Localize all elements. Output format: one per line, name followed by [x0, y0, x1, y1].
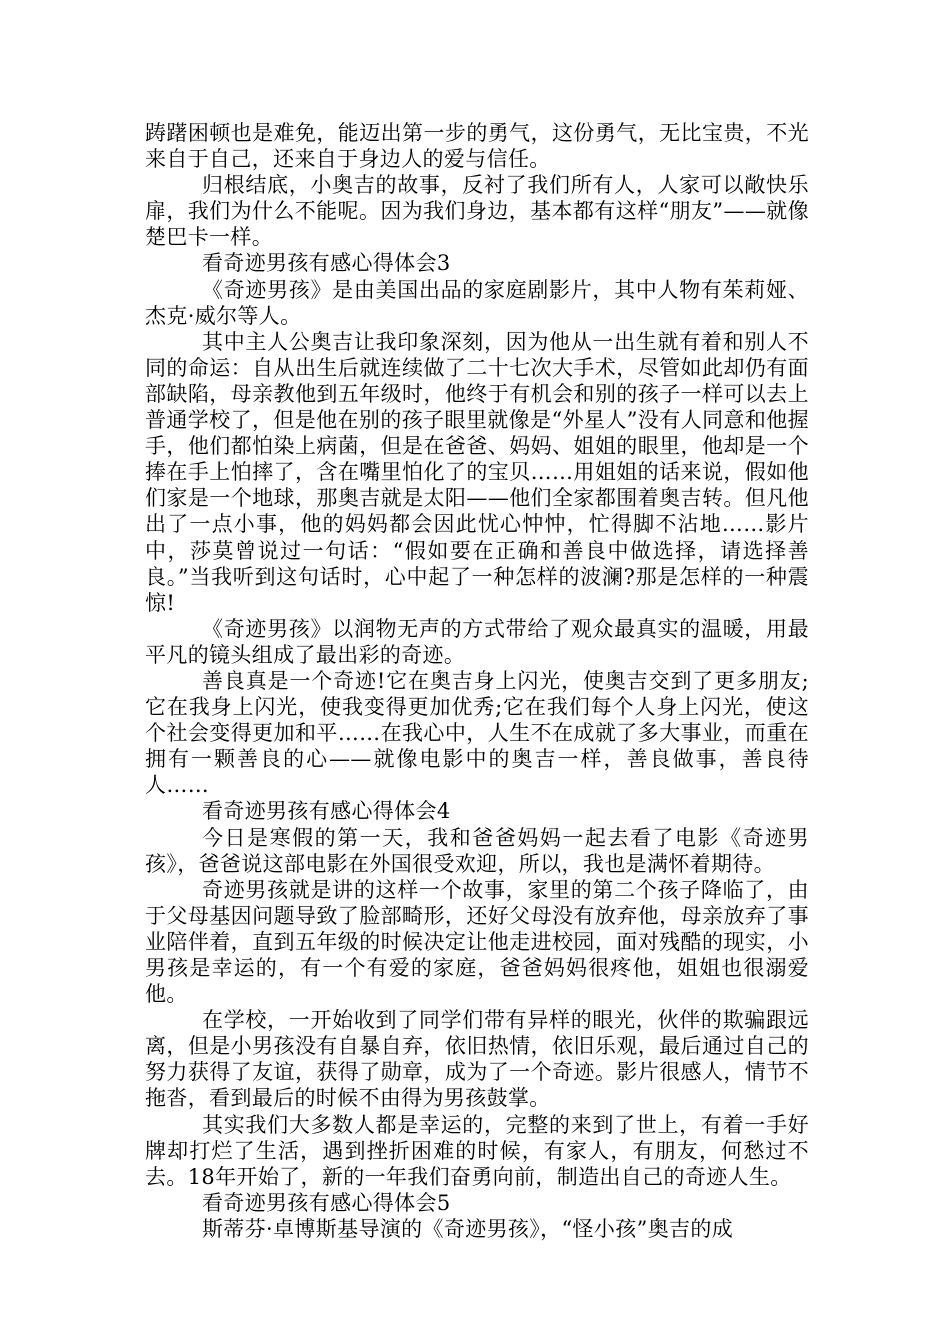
- section-heading-5: 看奇迹男孩有感心得体会5: [202, 1190, 451, 1215]
- paragraph-12: 其实我们大多数人都是幸运的，完整的来到了世上，有着一手好牌却打烂了生活，遇到挫折困难的时候，有家人，有朋友，何愁过不去。18年开始了，新的一年我们奋勇向前，制造出自己的奇迹人生。: [145, 1112, 809, 1189]
- paragraph-2: 归根结底，小奥吉的故事，反衬了我们所有人，人家可以敞快乐扉，我们为什么不能呢。因为我们身边，基本都有这样“朋友”——就像楚巴卡一样。: [145, 173, 809, 250]
- section-heading-4: 看奇迹男孩有感心得体会4: [202, 799, 451, 824]
- section-heading-3: 看奇迹男孩有感心得体会3: [202, 251, 451, 276]
- paragraph-4: 《奇迹男孩》是由美国出品的家庭剧影片，其中人物有茱莉娅、杰克·威尔等人。: [145, 277, 809, 328]
- paragraph-6: 《奇迹男孩》以润物无声的方式带给了观众最真实的温暖，用最平凡的镜头组成了最出彩的奇迹。: [145, 616, 809, 667]
- paragraph-11: 在学校，一开始收到了同学们带有异样的眼光，伙伴的欺骗跟远离，但是小男孩没有自暴自弃，依旧热情，依旧乐观，最后通过自己的努力获得了友谊，获得了勋章，成为了一个奇迹。影片很感人，情节不拖沓，看到最后的时候不由得为男孩鼓掌。: [145, 1008, 809, 1111]
- paragraph-1: 踌躇困顿也是难免，能迈出第一步的勇气，这份勇气，无比宝贵，不光来自于自己，还来自于身边人的爱与信任。: [145, 121, 809, 172]
- paragraph-7: 善良真是一个奇迹!它在奥吉身上闪光，使奥吉交到了更多朋友;它在我身上闪光，使我变得更加优秀;它在我们每个人身上闪光，使这个社会变得更加和平……在我心中，人生不在成就了多大事业，而重在拥有一颗善良的心——就像电影中的奥吉一样，善良做事，善良待人……: [145, 668, 809, 798]
- paragraph-9: 今日是寒假的第一天，我和爸爸妈妈一起去看了电影《奇迹男孩》，爸爸说这部电影在外国很受欢迎，所以，我也是满怀着期待。: [145, 825, 809, 876]
- paragraph-10: 奇迹男孩就是讲的这样一个故事，家里的第二个孩子降临了，由于父母基因问题导致了脸部畸形，还好父母没有放弃他，母亲放弃了事业陪伴着，直到五年级的时候决定让他走进校园，面对残酷的现实，小男孩是幸运的，有一个有爱的家庭，爸爸妈妈很疼他，姐姐也很溺爱他。: [145, 877, 809, 1007]
- paragraph-14: 斯蒂芬·卓博斯基导演的《奇迹男孩》，“怪小孩”奥吉的成: [202, 1216, 734, 1241]
- document-body: [145, 120, 809, 1242]
- paragraph-5: 其中主人公奥吉让我印象深刻，因为他从一出生就有着和别人不同的命运：自从出生后就连续做了二十七次大手术，尽管如此却仍有面部缺陷，母亲教他到五年级时，他终于有机会和别的孩子一样可以去上普通学校了，但是他在别的孩子眼里就像是“外星人”没有人同意和他握手，他们都怕染上病菌，但是在爸爸、妈妈、姐姐的眼里，他却是一个捧在手上怕摔了，含在嘴里怕化了的宝贝……用姐姐的话来说，假如他们家是一个地球，那奥吉就是太阳——他们全家都围着奥吉转。但凡他出了一点小事，他的妈妈都会因此忧心忡忡，忙得脚不沾地……影片中，莎莫曾说过一句话：“假如要在正确和善良中做选择，请选择善良。”当我听到这句话时，心中起了一种怎样的波澜?那是怎样的一种震惊!: [145, 329, 809, 615]
